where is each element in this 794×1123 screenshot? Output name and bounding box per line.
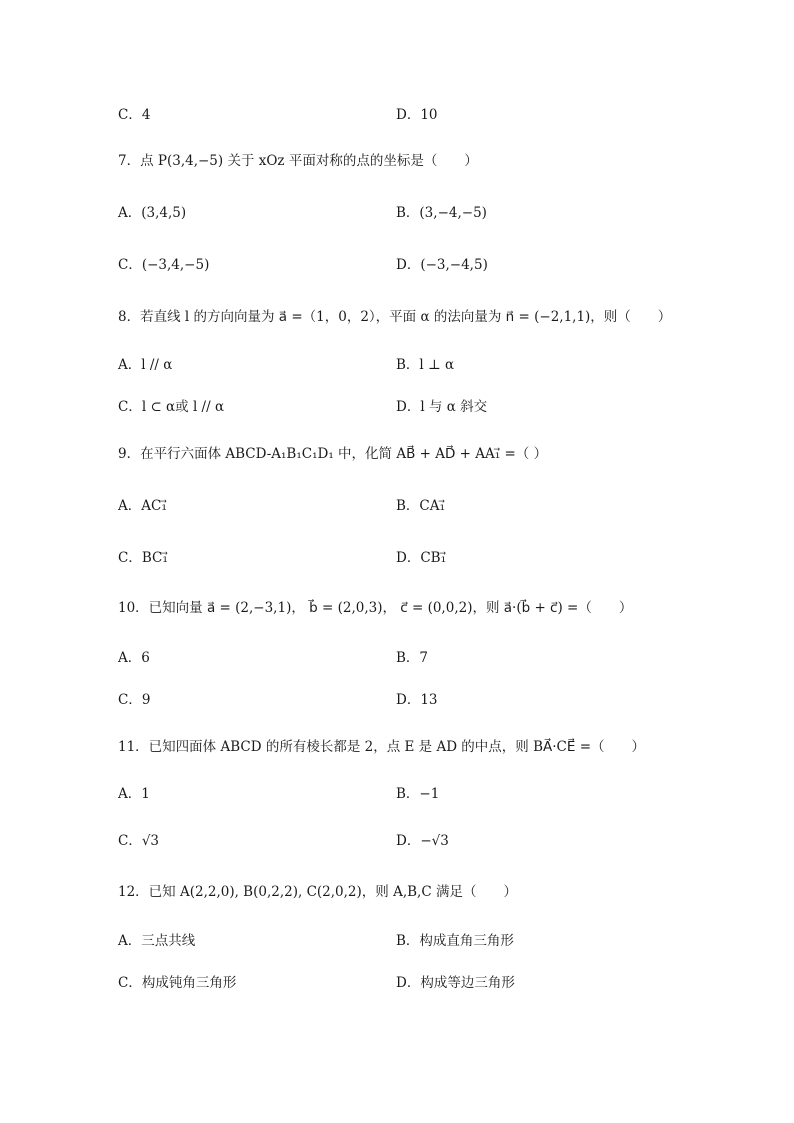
option-c-q7: C．(−3,4,−5) (118, 257, 210, 273)
option-a-q11: A．1 (118, 786, 150, 802)
option-a-q9: A．AC₁⃗ (118, 498, 167, 514)
option-d-q12: D．构成等边三角形 (396, 975, 515, 991)
question-8: 8．若直线 l 的方向向量为 a⃗ =（1，0，2），平面 α 的法向量为 n⃗ = (−2,1,1)，则（ ） (118, 309, 672, 325)
option-a-q7: A．(3,4,5) (118, 205, 187, 221)
option-a-q8: A．l // α (118, 357, 173, 373)
option-b-q10: B．7 (396, 650, 429, 666)
option-d-q8: D．l 与 α 斜交 (396, 399, 488, 415)
question-12: 12．已知 A(2,2,0), B(0,2,2), C(2,0,2)，则 A,B,C 满足（ ） (118, 884, 517, 900)
option-d-q11: D．−√3 (396, 833, 449, 849)
option-c-q10: C．9 (118, 692, 151, 708)
question-11: 11．已知四面体 ABCD 的所有棱长都是 2，点 E 是 AD 的中点，则 BA⃗·CE⃗ =（ ） (118, 739, 646, 755)
option-c-q8: C．l ⊂ α或 l // α (118, 399, 225, 415)
option-a-q12: A．三点共线 (118, 933, 196, 949)
option-c-q11: C．√3 (118, 833, 160, 849)
option-b-q12: B．构成直角三角形 (396, 933, 514, 949)
option-a-q10: A．6 (118, 650, 150, 666)
option-b-q11: B．−1 (396, 786, 440, 802)
question-10: 10．已知向量 a⃗ = (2,−3,1)， b⃗ = (2,0,3)， c⃗ = (0,0,2)，则 a⃗·(b⃗ + c⃗) =（ ） (118, 600, 633, 616)
option-d-q7: D．(−3,−4,5) (396, 257, 488, 273)
option-d-q9: D．CB₁⃗ (396, 550, 446, 566)
option-b-q8: B．l ⊥ α (396, 357, 455, 373)
question-9: 9．在平行六面体 ABCD-A₁B₁C₁D₁ 中，化简 AB⃗ + AD⃗ + AA₁⃗ =（ ） (118, 446, 548, 462)
question-7: 7．点 P(3,4,−5) 关于 xOz 平面对称的点的坐标是（ ） (118, 153, 478, 169)
option-b-q7: B．(3,−4,−5) (396, 205, 487, 221)
option-d-q10: D．13 (396, 692, 438, 708)
option-d-q6: D．10 (396, 107, 438, 123)
option-c-q12: C．构成钝角三角形 (118, 975, 237, 991)
option-c-q9: C．BC₁⃗ (118, 550, 168, 566)
option-c-q6: C．4 (118, 107, 151, 123)
option-b-q9: B．CA₁⃗ (396, 498, 445, 514)
